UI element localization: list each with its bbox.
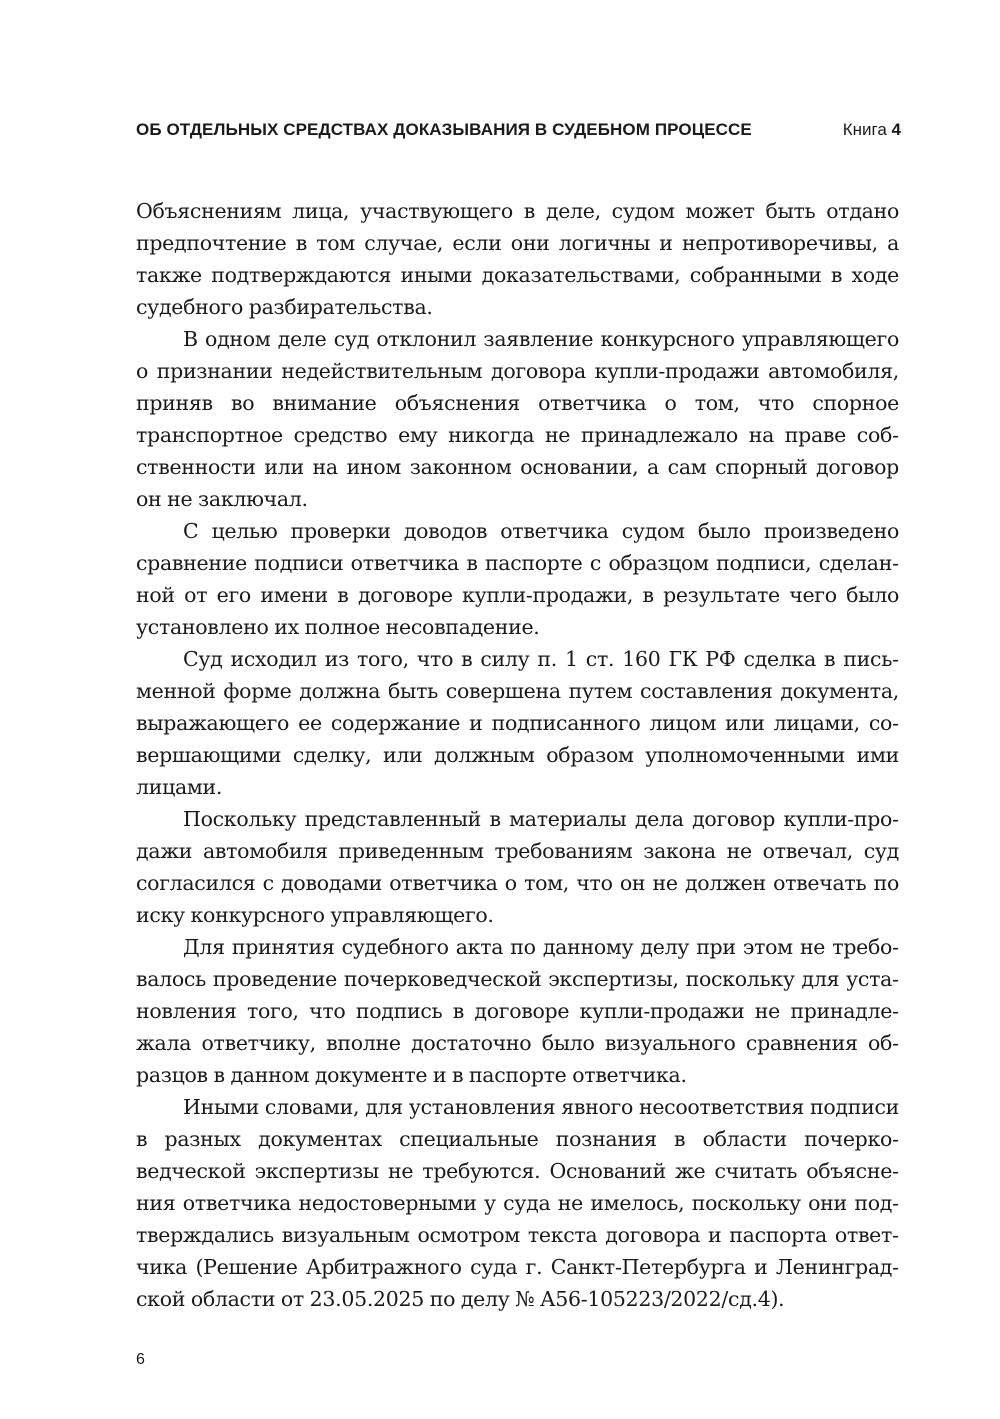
paragraph-5: Поскольку представленный в материалы дела договор купли-продажи автомобиля приведенным требованиям закона не отвечал, суд согласился с доводами ответчика о том, что он не должен отвечать по иску конкурсного управляющего. <box>136 807 899 927</box>
paragraph-1: Объяснениям лица, участвующего в деле, судом может быть отдано предпочтение в том случае, если они логичны и непротиворечивы, а также подтверждаются иными доказательствами, собранными в ходе судебного разбирательства. <box>136 199 899 319</box>
paragraph-6: Для принятия судебного акта по данному делу при этом не требовалось проведение почерковедческой экспертизы, поскольку для установления того, что подпись в договоре купли-продажи не принадлежала ответчику, вполне достаточно было визуального сравнения образцов в данном документе и в паспорте ответчика. <box>136 935 899 1087</box>
book-label: Книга <box>842 120 887 139</box>
paragraph-7: Иными словами, для установления явного несоответствия подписи в разных документах специальные познания в области почерковедческой экспертизы не требуются. Оснований же считать объяснения ответчика недостоверными у суда не имелось, поскольку они подтверждались визуальным осмотром текста договора и паспорта ответчика (Решение Арбитражного суда г. Санкт-Петербурга и Ленинградской области от 23.05.2025 по делу № А56-105223/2022/сд.4). <box>136 1095 899 1311</box>
running-header-title: ОБ ОТДЕЛЬНЫХ СРЕДСТВАХ ДОКАЗЫВАНИЯ В СУДЕБНОМ ПРОЦЕССЕ <box>136 120 752 139</box>
body-text <box>136 195 899 1315</box>
paragraph-4: Суд исходил из того, что в силу п. 1 ст. 160 ГК РФ сделка в письменной форме должна быть совершена путем составления документа, выражающего ее содержание и подписанного лицом или лицами, совершающими сделку, или должным образом уполномоченными ими лицами. <box>136 647 899 799</box>
paragraph-2: В одном деле суд отклонил заявление конкурсного управляющего о признании недействительным договора купли-продажи автомобиля, приняв во внимание объяснения ответчика о том, что спорное транспортное средство ему никогда не принадлежало на праве собственности или на ином законном основании, а сам спорный договор он не заключал. <box>136 327 899 511</box>
book-indicator <box>843 120 901 140</box>
running-header <box>136 118 901 142</box>
book-number: 4 <box>891 120 901 139</box>
page-number: 6 <box>136 1351 145 1368</box>
paragraph-3: С целью проверки доводов ответчика судом было произведено сравнение подписи ответчика в паспорте с образцом подписи, сделанной от его имени в договоре купли-продажи, в результате чего было установлено их полное несовпадение. <box>136 519 899 639</box>
